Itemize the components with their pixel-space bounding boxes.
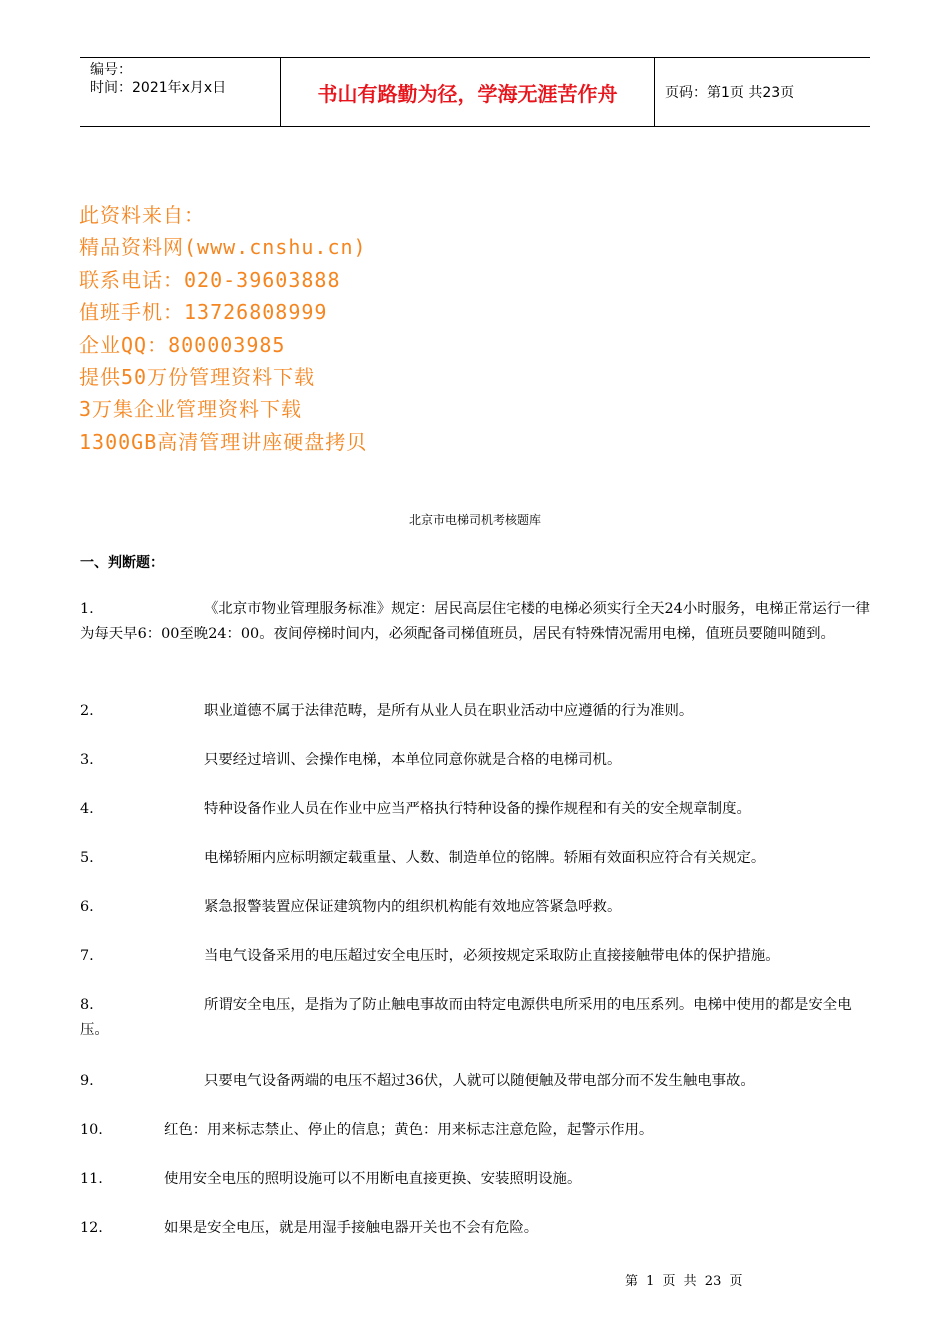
document-title: 北京市电梯司机考核题库 (408, 513, 541, 527)
question-number: 3. (80, 752, 94, 768)
question-item (80, 895, 870, 920)
question-number: 4. (80, 801, 94, 817)
question-item (80, 846, 870, 871)
question-number: 7. (80, 948, 94, 964)
question-text: 电梯轿厢内应标明额定载重量、人数、制造单位的铭牌。轿厢有效面积应符合有关规定。 (204, 850, 766, 866)
promo-line: 值班手机：13726808999 (79, 300, 328, 325)
question-text: 《北京市物业管理服务标准》规定：居民高层住宅楼的电梯必须实行全天24小时服务，电梯正常运行一律为每天早6：00至晚24：00。夜间停梯时间内，必须配备司梯值班员，居民有特殊情况需用电梯，值班员要随叫随到。 (80, 601, 870, 642)
promo-line: 企业QQ：800003985 (79, 332, 286, 357)
promo-line: 精品资料网(www.cnshu.cn) (79, 235, 367, 260)
question-item (80, 1216, 870, 1241)
question-item (80, 748, 870, 773)
question-text: 职业道德不属于法律范畴，是所有从业人员在职业活动中应遵循的行为准则。 (204, 703, 694, 719)
question-number: 8. (80, 997, 94, 1013)
question-number: 10. (80, 1122, 103, 1138)
question-number: 6. (80, 899, 94, 915)
page-footer: 第 1 页 共 23 页 (625, 1274, 743, 1289)
question-text: 紧急报警装置应保证建筑物内的组织机构能有效地应答紧急呼救。 (204, 899, 622, 915)
header-motto: 书山有路勤为径，学海无涯苦作舟 (281, 58, 655, 126)
promo-line: 联系电话：020-39603888 (79, 267, 341, 292)
time-label: 时间：2021年x月x日 (90, 80, 227, 96)
header-page-code: 页码：第1页 共23页 (665, 85, 795, 101)
promo-block (79, 199, 367, 458)
question-item (80, 797, 870, 822)
promo-line: 3万集企业管理资料下载 (79, 397, 303, 422)
section-heading: 一、判断题： (80, 555, 164, 571)
question-item (80, 993, 870, 1043)
question-number: 5. (80, 850, 94, 866)
promo-line: 此资料来自： (79, 203, 205, 227)
serial-label: 编号： (90, 62, 132, 78)
question-item (80, 1167, 870, 1192)
question-item (80, 1069, 870, 1094)
question-number: 1. (80, 601, 94, 617)
question-text: 特种设备作业人员在作业中应当严格执行特种设备的操作规程和有关的安全规章制度。 (204, 801, 751, 817)
question-number: 11. (80, 1171, 103, 1187)
question-text: 只要经过培训、会操作电梯，本单位同意你就是合格的电梯司机。 (204, 752, 622, 768)
question-text: 当电气设备采用的电压超过安全电压时，必须按规定采取防止直接接触带电体的保护措施。 (204, 948, 780, 964)
question-number: 2. (80, 703, 94, 719)
promo-line: 提供50万份管理资料下载 (79, 365, 316, 390)
promo-line: 1300GB高清管理讲座硬盘拷贝 (79, 429, 368, 454)
header-info-cell (80, 58, 281, 126)
question-text: 使用安全电压的照明设施可以不用断电直接更换、安装照明设施。 (164, 1171, 582, 1187)
question-item (80, 944, 870, 969)
question-text: 所谓安全电压，是指为了防止触电事故而由特定电源供电所采用的电压系列。电梯中使用的都是安全电压。 (80, 997, 852, 1038)
question-item (80, 1118, 870, 1143)
question-text: 红色：用来标志禁止、停止的信息；黄色：用来标志注意危险，起警示作用。 (164, 1122, 654, 1138)
question-text: 如果是安全电压，就是用湿手接触电器开关也不会有危险。 (164, 1220, 539, 1236)
question-item (80, 597, 870, 647)
question-text: 只要电气设备两端的电压不超过36伏，人就可以随便触及带电部分而不发生触电事故。 (204, 1073, 755, 1089)
question-number: 9. (80, 1073, 94, 1089)
header-table (80, 57, 870, 127)
question-number: 12. (80, 1220, 103, 1236)
question-item (80, 699, 870, 724)
